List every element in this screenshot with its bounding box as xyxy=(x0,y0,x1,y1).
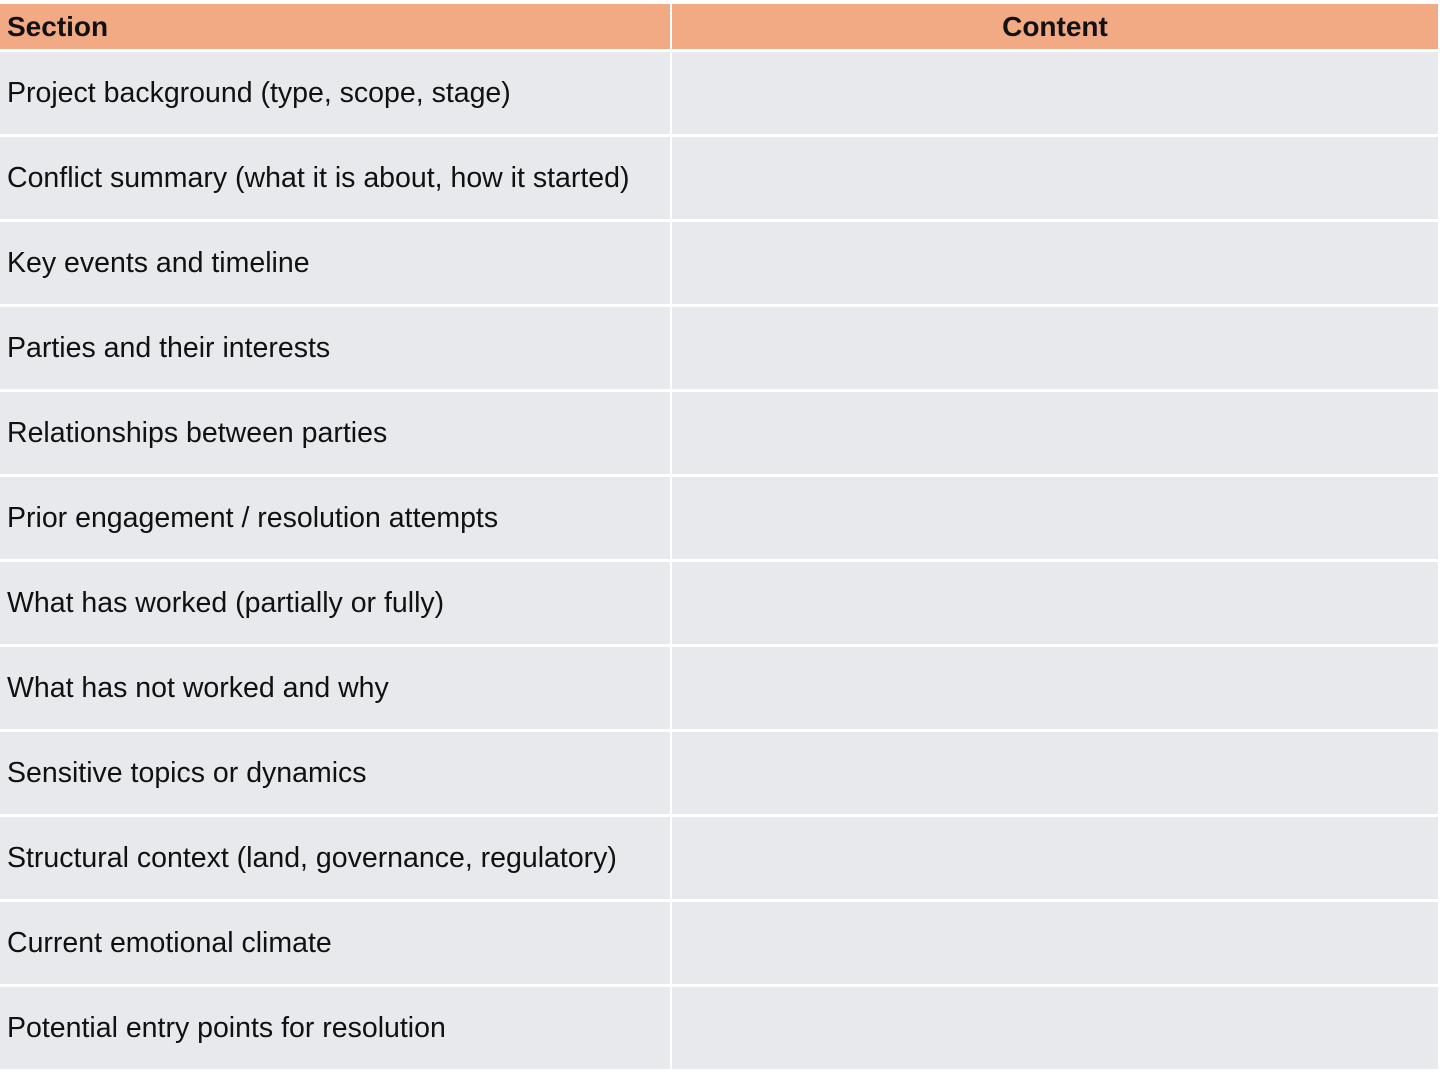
row-label-parties-interests: Parties and their interests xyxy=(0,307,670,389)
row-content-what-worked[interactable] xyxy=(672,562,1438,644)
row-label-relationships: Relationships between parties xyxy=(0,392,670,474)
row-label-what-not-worked: What has not worked and why xyxy=(0,647,670,729)
row-content-emotional-climate[interactable] xyxy=(672,902,1438,984)
row-label-project-background: Project background (type, scope, stage) xyxy=(0,52,670,134)
row-content-relationships[interactable] xyxy=(672,392,1438,474)
conflict-template-table xyxy=(0,4,1438,1069)
row-content-sensitive-topics[interactable] xyxy=(672,732,1438,814)
row-label-sensitive-topics: Sensitive topics or dynamics xyxy=(0,732,670,814)
row-label-prior-engagement: Prior engagement / resolution attempts xyxy=(0,477,670,559)
row-content-prior-engagement[interactable] xyxy=(672,477,1438,559)
header-content: Content xyxy=(672,4,1438,49)
row-label-what-worked: What has worked (partially or fully) xyxy=(0,562,670,644)
row-content-what-not-worked[interactable] xyxy=(672,647,1438,729)
row-content-project-background[interactable] xyxy=(672,52,1438,134)
row-content-parties-interests[interactable] xyxy=(672,307,1438,389)
header-section: Section xyxy=(0,4,670,49)
row-content-entry-points[interactable] xyxy=(672,987,1438,1069)
row-content-key-events[interactable] xyxy=(672,222,1438,304)
row-content-structural-context[interactable] xyxy=(672,817,1438,899)
row-label-entry-points: Potential entry points for resolution xyxy=(0,987,670,1069)
row-content-conflict-summary[interactable] xyxy=(672,137,1438,219)
row-label-conflict-summary: Conflict summary (what it is about, how it started) xyxy=(0,137,670,219)
row-label-emotional-climate: Current emotional climate xyxy=(0,902,670,984)
row-label-structural-context: Structural context (land, governance, regulatory) xyxy=(0,817,670,899)
row-label-key-events: Key events and timeline xyxy=(0,222,670,304)
